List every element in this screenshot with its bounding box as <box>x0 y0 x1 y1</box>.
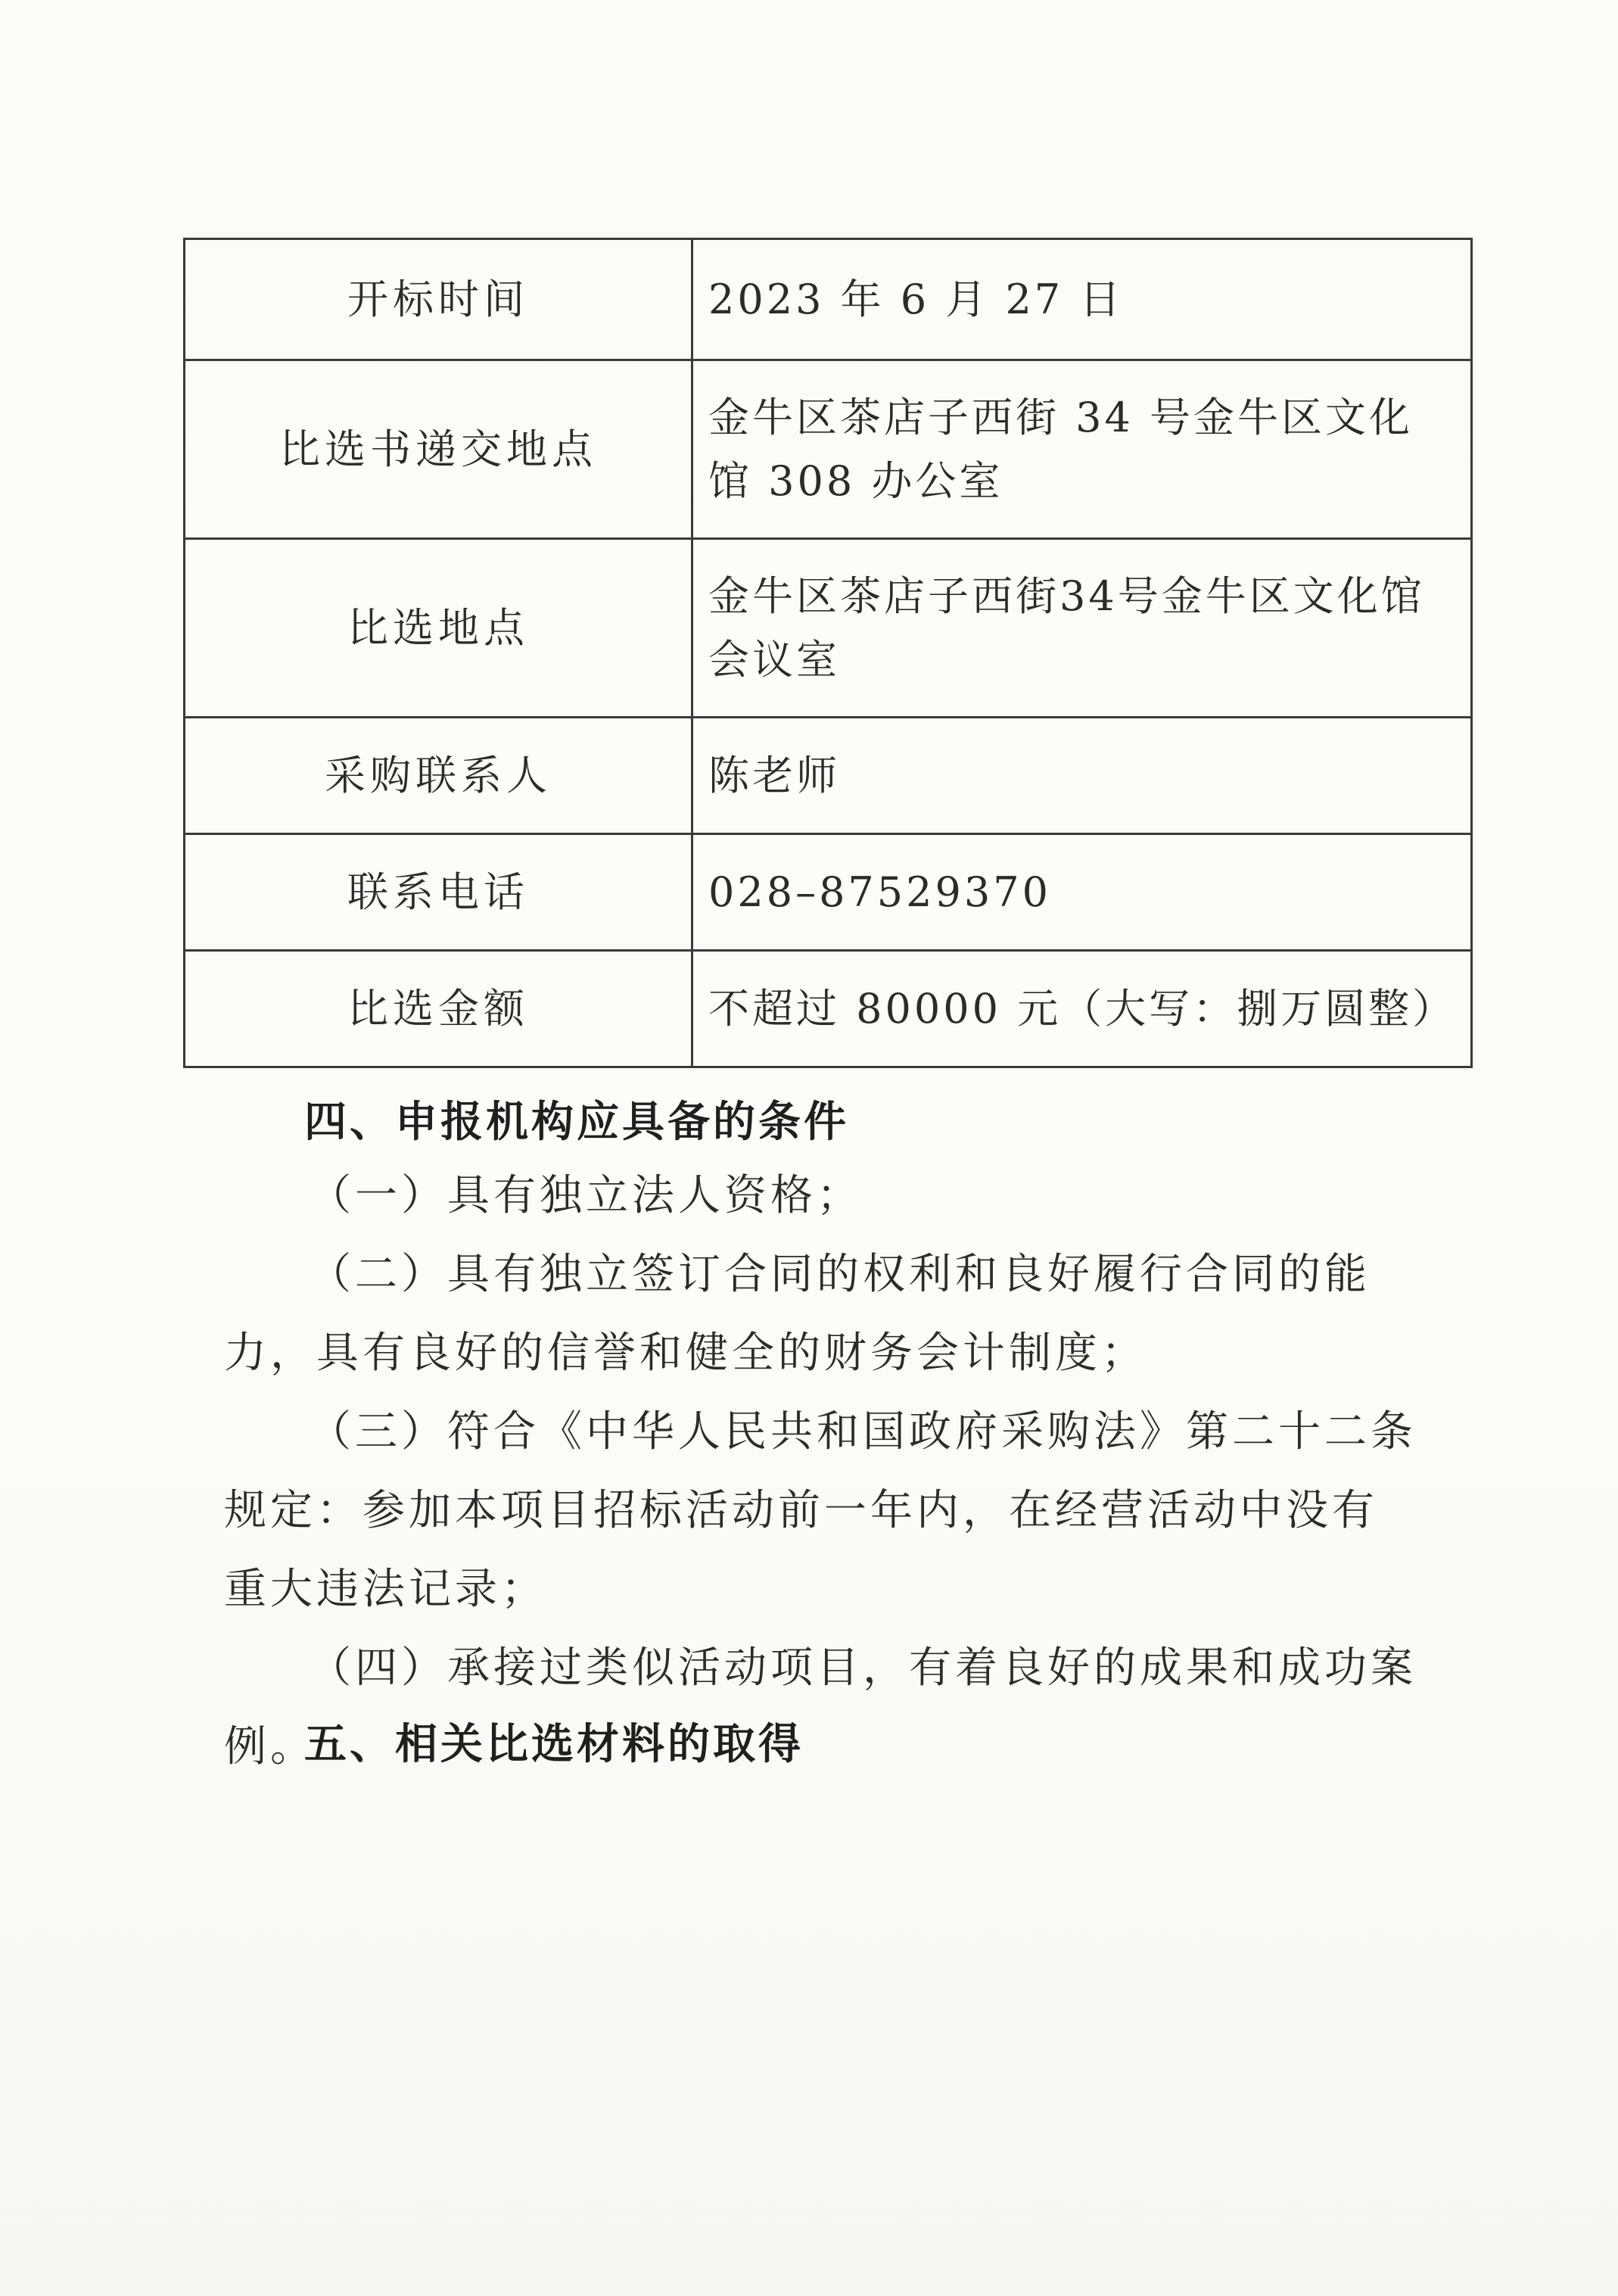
row-label-bid-opening-time: 开标时间 <box>185 239 692 360</box>
row-label-contact-phone: 联系电话 <box>185 834 692 951</box>
row-value-submission-location: 金牛区茶店子西街 34 号金牛区文化馆 308 办公室 <box>692 360 1472 539</box>
section-4-heading: 四、申报机构应具备的条件 <box>304 1098 849 1147</box>
table-row <box>185 718 1472 834</box>
condition-item-4: （四）承接过类似活动项目，有着良好的成果和成功案例。 <box>224 1643 1417 1771</box>
row-value-selection-location: 金牛区茶店子西街34号金牛区文化馆会议室 <box>692 539 1472 718</box>
table-row <box>185 951 1472 1067</box>
table-row <box>185 539 1472 718</box>
condition-item-1: （一）具有独立法人资格； <box>309 1171 863 1220</box>
table-row <box>185 239 1472 360</box>
table-row <box>185 360 1472 539</box>
row-value-contact-person: 陈老师 <box>692 718 1472 834</box>
row-value-amount: 不超过 80000 元（大写：捌万圆整） <box>692 951 1472 1067</box>
table-row <box>185 834 1472 951</box>
info-table <box>183 238 1473 1068</box>
section-5-heading: 五、相关比选材料的取得 <box>304 1720 804 1769</box>
condition-item-2: （二）具有独立签订合同的权利和良好履行合同的能力，具有良好的信誉和健全的财务会计制度； <box>224 1250 1371 1378</box>
row-value-contact-phone: 028–87529370 <box>692 834 1472 951</box>
row-value-bid-opening-time: 2023 年 6 月 27 日 <box>692 239 1472 360</box>
row-label-amount: 比选金额 <box>185 951 692 1067</box>
row-label-selection-location: 比选地点 <box>185 539 692 718</box>
condition-item-3: （三）符合《中华人民共和国政府采购法》第二十二条规定：参加本项目招标活动前一年内，在经营活动中没有重大违法记录； <box>224 1407 1417 1614</box>
row-label-contact-person: 采购联系人 <box>185 718 692 834</box>
row-label-submission-location: 比选书递交地点 <box>185 360 692 539</box>
